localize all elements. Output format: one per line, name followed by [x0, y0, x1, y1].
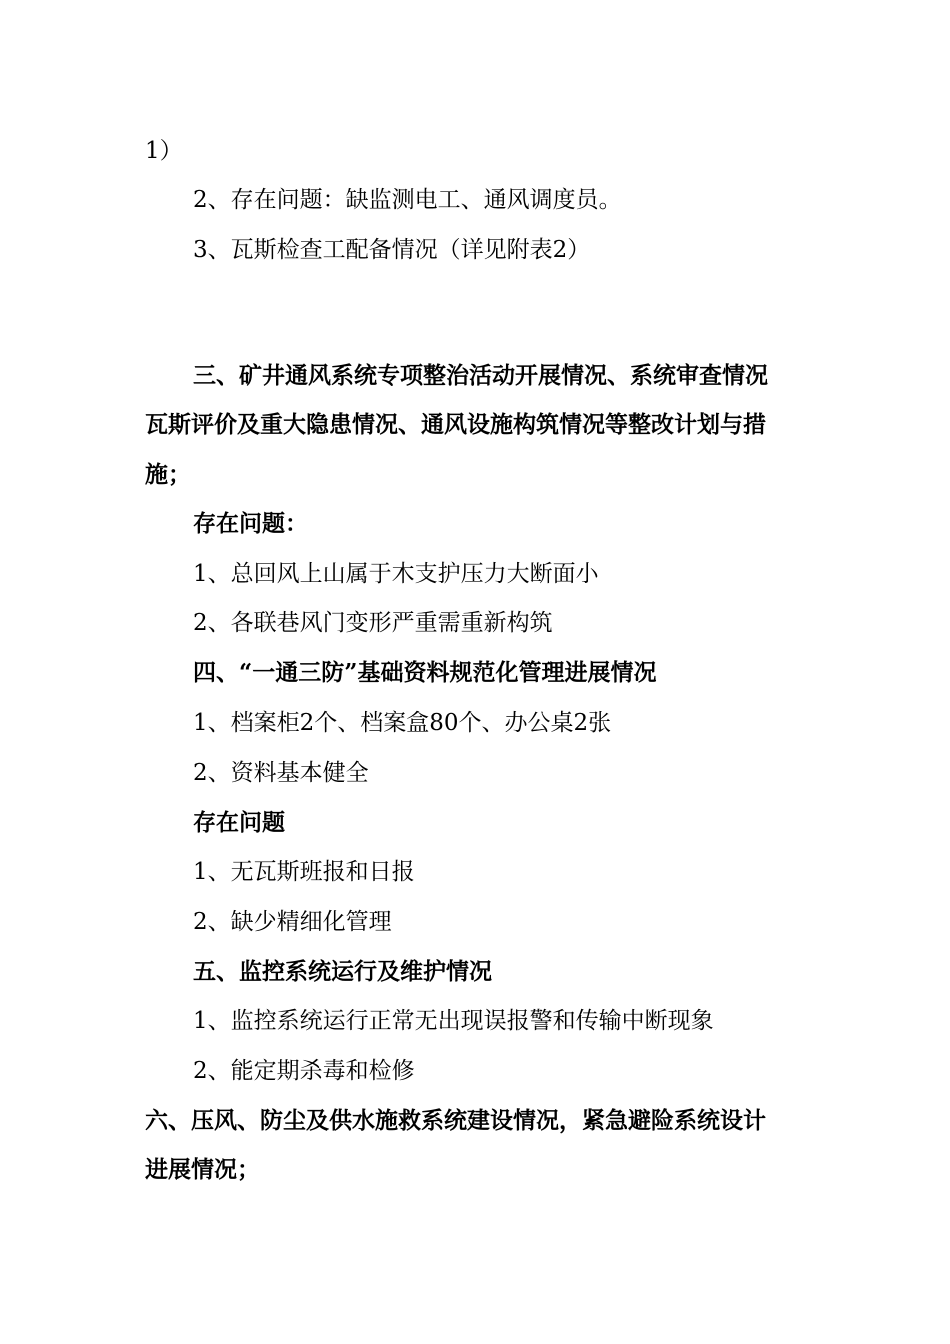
text-line: 2、缺少精细化管理	[193, 909, 392, 935]
text-line: 1、无瓦斯班报和日报	[193, 859, 415, 885]
section-heading: 四、“一通三防”基础资料规范化管理进展情况	[193, 659, 657, 686]
text-line: 1、监控系统运行正常无出现误报警和传输中断现象	[193, 1008, 714, 1034]
text-line: 2、各联巷风门变形严重需重新构筑	[193, 610, 553, 636]
subheading: 存在问题	[193, 809, 285, 836]
text-line: 2、存在问题：缺监测电工、通风调度员。	[193, 187, 622, 213]
section-heading: 进展情况；	[145, 1156, 260, 1183]
section-heading: 施；	[145, 461, 191, 488]
text-line: 2、能定期杀毒和检修	[193, 1058, 415, 1084]
text-line: 1）	[145, 138, 183, 164]
section-heading: 瓦斯评价及重大隐患情况、通风设施构筑情况等整改计划与措	[145, 411, 766, 438]
section-heading: 三、矿井通风系统专项整治活动开展情况、系统审查情况	[193, 362, 768, 389]
subheading: 存在问题：	[193, 510, 308, 537]
section-heading: 六、压风、防尘及供水施救系统建设情况，紧急避险系统设计	[145, 1107, 766, 1134]
section-heading: 五、监控系统运行及维护情况	[193, 958, 492, 985]
text-line: 1、档案柜2个、档案盒80个、办公桌2张	[193, 710, 612, 736]
text-line: 2、资料基本健全	[193, 760, 369, 786]
text-line: 3、瓦斯检查工配备情况（详见附表2）	[193, 237, 591, 263]
text-line: 1、总回风上山属于木支护压力大断面小	[193, 561, 599, 587]
